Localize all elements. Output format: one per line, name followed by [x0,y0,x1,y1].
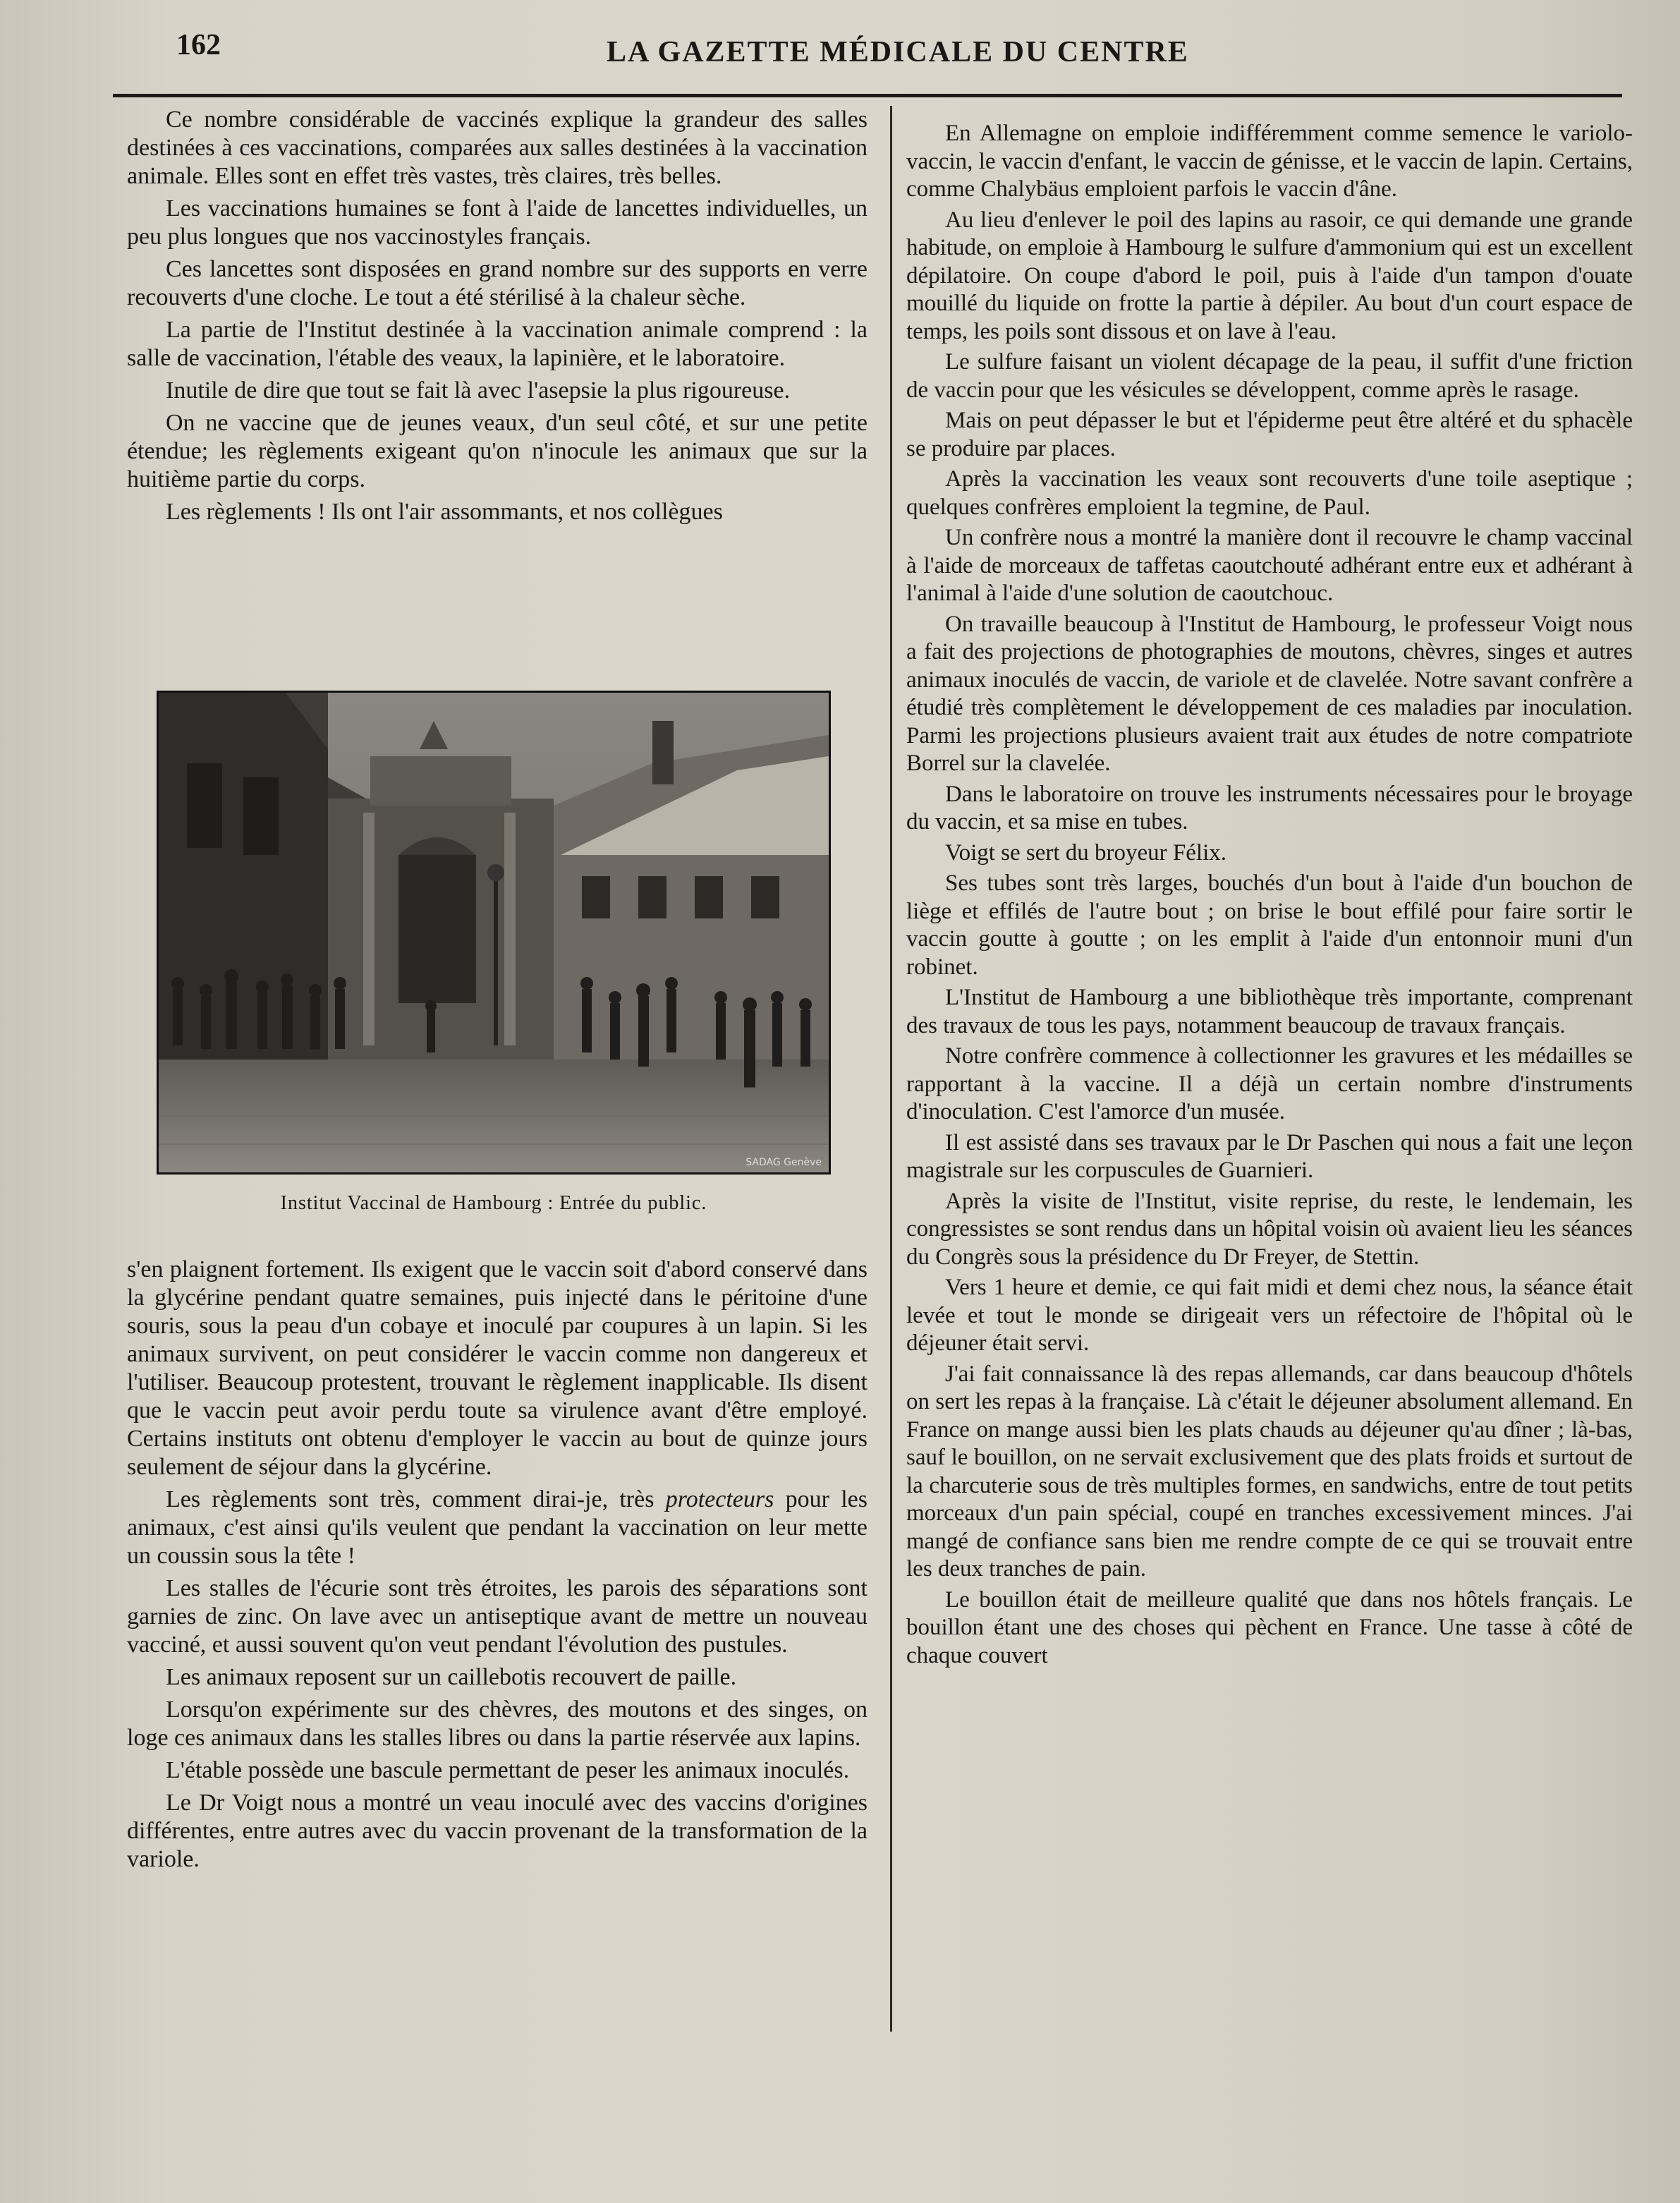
paragraph: Les règlements ! Ils ont l'air assommants, et nos collègues [166,499,723,525]
paragraph: Le Dr Voigt nous a montré un veau inoculé avec des vaccins d'origines différentes, entre autres avec du vaccin provenant de la transformation de la variole. [127,1790,868,1872]
page-header [176,28,1622,85]
paragraph: L'Institut de Hambourg a une bibliothèque très importante, comprenant des travaux de tous les pays, notamment beaucoup de travaux français. [906,985,1633,1038]
paragraph: Ces lancettes sont disposées en grand nombre sur des supports en verre recouverts d'une cloche. Le tout a été stérilisé à la chaleur sèche. [127,256,868,310]
paragraph: Les stalles de l'écurie sont très étroites, les parois des séparations sont garnies de zinc. On lave avec un antiseptique avant de mettre un nouveau vacciné, et aussi souvent qu'on veut pendant l'évolution des pustules. [127,1575,868,1658]
paragraph: s'en plaignent fortement. Ils exigent que le vaccin soit d'abord conservé dans la glycérine pendant quatre semaines, puis injecté dans le péritoine d'une souris, sous la peau d'un cobaye et inoculé par coupures à un lapin. Si les animaux survivent, on peut considérer le vaccin comme non dangereux et l'utiliser. Beaucoup protestent, trouvant le règlement inapplicable. Ils disent que le vaccin peut avoir perdu toute sa virulence avant d'être employé. Certains instituts ont obtenu d'employer le vaccin au bout de quinze jours seulement de séjour dans la glycérine. [127,1256,868,1480]
paragraph: Un confrère nous a montré la manière dont il recouvre le champ vaccinal à l'aide de morceaux de taffetas caoutchouté adhérant entre eux et adhérant à l'animal à l'aide d'une solution de caoutchouc. [906,525,1633,606]
institute-photograph [157,691,831,1175]
paragraph: Les animaux reposent sur un caillebotis recouvert de paille. [166,1664,737,1690]
paragraph [127,1486,868,1570]
text-run: Les règlements sont très, comment dirai-je, très [166,1486,666,1512]
paragraph: Inutile de dire que tout se fait là avec l'asepsie la plus rigoureuse. [166,377,791,403]
paragraph: Il est assisté dans ses travaux par le Dr Paschen qui nous a fait une leçon magistrale sur les corpuscules de Guarnieri. [906,1129,1633,1183]
column-divider [890,106,892,2032]
paragraph: Ce nombre considérable de vaccinés explique la grandeur des salles destinées à ces vaccinations, comparées aux salles destinées à la vaccination animale. Elles sont en effet très vastes, très claires, très belles. [127,107,868,189]
header-rule [113,94,1622,97]
paragraph: Les vaccinations humaines se font à l'aide de lancettes individuelles, un peu plus longues que nos vaccinostyles français. [127,195,868,250]
text-run: pour les animaux, c'est ainsi qu'ils veulent que pendant la vaccination on leur mette un coussin sous la tête ! [127,1486,868,1569]
paragraph: L'étable possède une bascule permettant de peser les animaux inoculés. [166,1757,850,1783]
page-number: 162 [176,29,221,61]
paragraph: Mais on peut dépasser le but et l'épiderme peut être altéré et du sphacèle se produire par places. [906,408,1633,461]
running-title: LA GAZETTE MÉDICALE DU CENTRE [607,36,1189,68]
paragraph: On travaille beaucoup à l'Institut de Hambourg, le professeur Voigt nous a fait des projections de photographies de moutons, chèvres, singes et autres animaux inoculés de vaccin, de variole et de clavelée. Notre savant confrère a étudié très complètement le développement de ces maladies par inoculation. Parmi les projections plusieurs avaient trait aux études de notre compatriote Borrel sur la clavelée. [906,611,1633,776]
photo-caption: Institut Vaccinal de Hambourg : Entrée du public. [280,1192,707,1214]
paragraph: Lorsqu'on expérimente sur des chèvres, des moutons et des singes, on loge ces animaux dans les stalles libres ou dans la partie réservée aux lapins. [127,1697,868,1751]
paragraph: Dans le laboratoire on trouve les instruments nécessaires pour le broyage du vaccin, et sa mise en tubes. [906,781,1633,835]
left-column-top [127,106,868,530]
paragraph: Après la visite de l'Institut, visite reprise, du reste, le lendemain, les congressistes se sont rendus dans un hôpital voisin où avaient lieu les séances du Congrès sous la présidence du Dr Freyer, de Stettin. [906,1188,1633,1270]
paragraph: J'ai fait connaissance là des repas allemands, car dans beaucoup d'hôtels on sert les repas à la française. Là c'était le déjeuner absolument allemand. En France on mange aussi bien les plats chauds au déjeuner qu'au dîner ; là-bas, sauf le bouillon, on ne servait exclusivement que des plats froids et surtout de la charcuterie sous de très multiples formes, en sandwichs, entre de tout petits morceaux d'un pain spécial, coupé en tranches excessivement minces. J'ai mangé de confiance sans bien me rendre compte de ce qui se trouvait entre les deux tranches de pain. [906,1361,1633,1582]
paragraph: Après la vaccination les veaux sont recouverts d'une toile aseptique ; quelques confrères emploient la tegmine, de Paul. [906,466,1633,520]
paragraph: Ses tubes sont très larges, bouchés d'un bout à l'aide d'un bouchon de liège et effilés de l'autre bout ; on brise le bout effilé pour faire sortir le vaccin goutte à goutte ; on les emplit à l'aide d'un entonnoir muni d'un robinet. [906,870,1633,980]
right-column [906,120,1633,1673]
photo-illustration [159,693,829,1172]
paragraph: On ne vaccine que de jeunes veaux, d'un seul côté, et sur une petite étendue; les règlements exigeant qu'on n'inocule les animaux que sur la huitième partie du corps. [127,410,868,492]
paragraph: En Allemagne on emploie indifféremment comme semence le variolo-vaccin, le vaccin d'enfant, le vaccin de génisse, et le vaccin de lapin. Certains, comme Chalybäus emploient parfois le vaccin d'âne. [906,121,1633,202]
paragraph: La partie de l'Institut destinée à la vaccination animale comprend : la salle de vaccination, l'étable des veaux, la lapinière, et le laboratoire. [127,317,868,371]
paragraph: Le bouillon était de meilleure qualité que dans nos hôtels français. Le bouillon étant une des choses qui pèchent en France. Une tasse à côté de chaque couvert [906,1586,1633,1668]
paragraph: Vers 1 heure et demie, ce qui fait midi et demi chez nous, la séance était levée et tout le monde se dirigeait vers un réfectoire de l'hôpital où le déjeuner était servi. [906,1275,1633,1356]
photo-credit: SADAG Genève [745,1157,822,1168]
left-column-bottom [127,1256,868,1878]
paragraph: Voigt se sert du broyeur Félix. [945,839,1227,866]
paragraph: Notre confrère commence à collectionner les gravures et les médailles se rapportant à la vaccine. Il a déjà un certain nombre d'instruments d'inoculation. C'est l'amorce d'un musée. [906,1043,1633,1124]
paragraph: Au lieu d'enlever le poil des lapins au rasoir, ce qui demande une grande habitude, on emploie à Hambourg le sulfure d'ammonium qui est un excellent dépilatoire. On coupe d'abord le poil, puis à l'aide d'un tampon d'ouate mouillé du liquide on frotte la partie à dépiler. Au bout d'un court espace de temps, les poils sont dissous et on lave à l'eau. [906,207,1633,344]
italic-text: protecteurs [665,1486,774,1512]
paragraph: Le sulfure faisant un violent décapage de la peau, il suffit d'une friction de vaccin pour que les vésicules se développent, comme après le rasage. [906,349,1633,403]
